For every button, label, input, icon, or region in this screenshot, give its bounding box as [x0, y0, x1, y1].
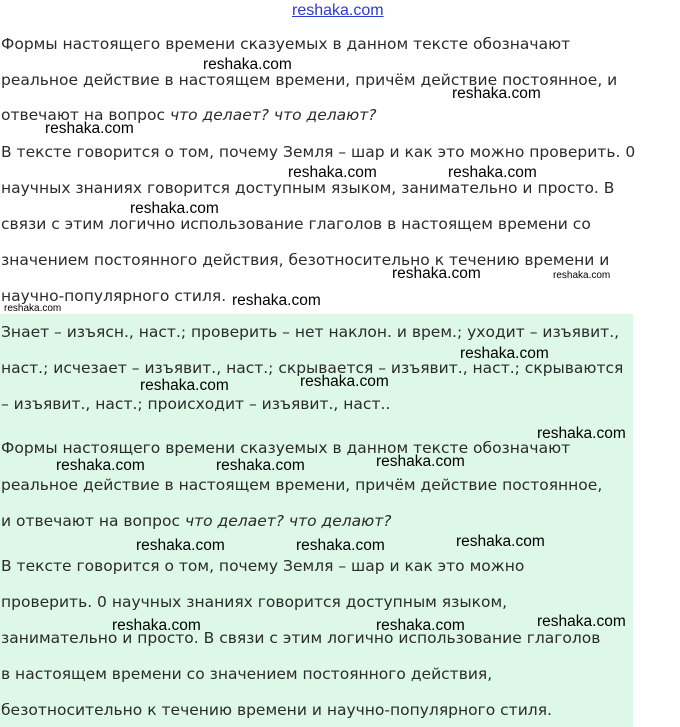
watermark: reshaka.com: [392, 265, 481, 282]
text-line: Знает – изъясн., наст.; проверить – нет наклон. и врем.; уходит – изъявит.,: [1, 323, 620, 341]
watermark: reshaka.com: [300, 373, 389, 390]
watermark: reshaka.com: [130, 200, 219, 217]
text-line: наст.; исчезает – изъявит., наст.; скрывается – изъявит., наст.; скрываются: [1, 359, 624, 377]
text-line: связи с этим логично использование глаголов в настоящем времени со: [1, 215, 591, 233]
watermark: reshaka.com: [448, 164, 537, 181]
watermark: reshaka.com: [112, 617, 201, 634]
watermark: reshaka.com: [56, 457, 145, 474]
line-text: отвечают на вопрос: [1, 106, 170, 124]
question-italic: что делает? что делают?: [184, 512, 392, 530]
watermark: reshaka.com: [452, 85, 541, 102]
text-line: реальное действие в настоящем времени, причём действие постоянное, и: [1, 71, 618, 89]
watermark: reshaka.com: [45, 120, 134, 137]
text-line: Формы настоящего времени сказуемых в данном тексте обозначают: [1, 439, 571, 457]
watermark: reshaka.com: [140, 377, 229, 394]
text-line: [1, 511, 391, 531]
text-line: безотносительно к течению времени и научно-популярного стиля.: [1, 701, 552, 719]
watermark: reshaka.com: [537, 425, 626, 442]
watermark: reshaka.com: [288, 164, 377, 181]
text-line: – изъявит., наст.; происходит – изъявит., наст..: [1, 395, 391, 413]
watermark: reshaka.com: [456, 533, 545, 550]
site-link[interactable]: reshaka.com: [292, 2, 384, 19]
watermark: reshaka.com: [216, 457, 305, 474]
watermark: reshaka.com: [537, 613, 626, 630]
text-line: реальное действие в настоящем времени, причём действие постоянное,: [1, 476, 603, 494]
watermark: reshaka.com: [376, 453, 465, 470]
text-line: в настоящем времени со значением постоянного действия,: [1, 665, 493, 683]
text-line: В тексте говорится о том, почему Земля – шар и как это можно: [1, 557, 525, 575]
watermark: reshaka.com: [203, 56, 292, 73]
watermark: reshaka.com: [553, 270, 611, 281]
watermark: reshaka.com: [4, 303, 62, 314]
watermark: reshaka.com: [136, 537, 225, 554]
text-line: научных знаниях говорится доступным языком, занимательно и просто. В: [1, 179, 615, 197]
text-line: проверить. 0 научных знаниях говорится доступным языком,: [1, 593, 508, 611]
text-line: В тексте говорится о том, почему Земля – шар и как это можно проверить. 0: [1, 143, 636, 161]
text-line: Формы настоящего времени сказуемых в данном тексте обозначают: [1, 35, 571, 53]
text-line: значением постоянного действия, безотносительно к течению времени и: [1, 251, 610, 269]
line-text: и отвечают на вопрос: [1, 512, 185, 530]
watermark: reshaka.com: [376, 617, 465, 634]
watermark: reshaka.com: [460, 345, 549, 362]
watermark: reshaka.com: [232, 292, 321, 309]
question-italic: что делает? что делают?: [169, 106, 377, 124]
watermark: reshaka.com: [296, 537, 385, 554]
text-line: занимательно и просто. В связи с этим логично использование глаголов: [1, 629, 601, 647]
text-line: научно-популярного стиля.: [1, 287, 227, 305]
